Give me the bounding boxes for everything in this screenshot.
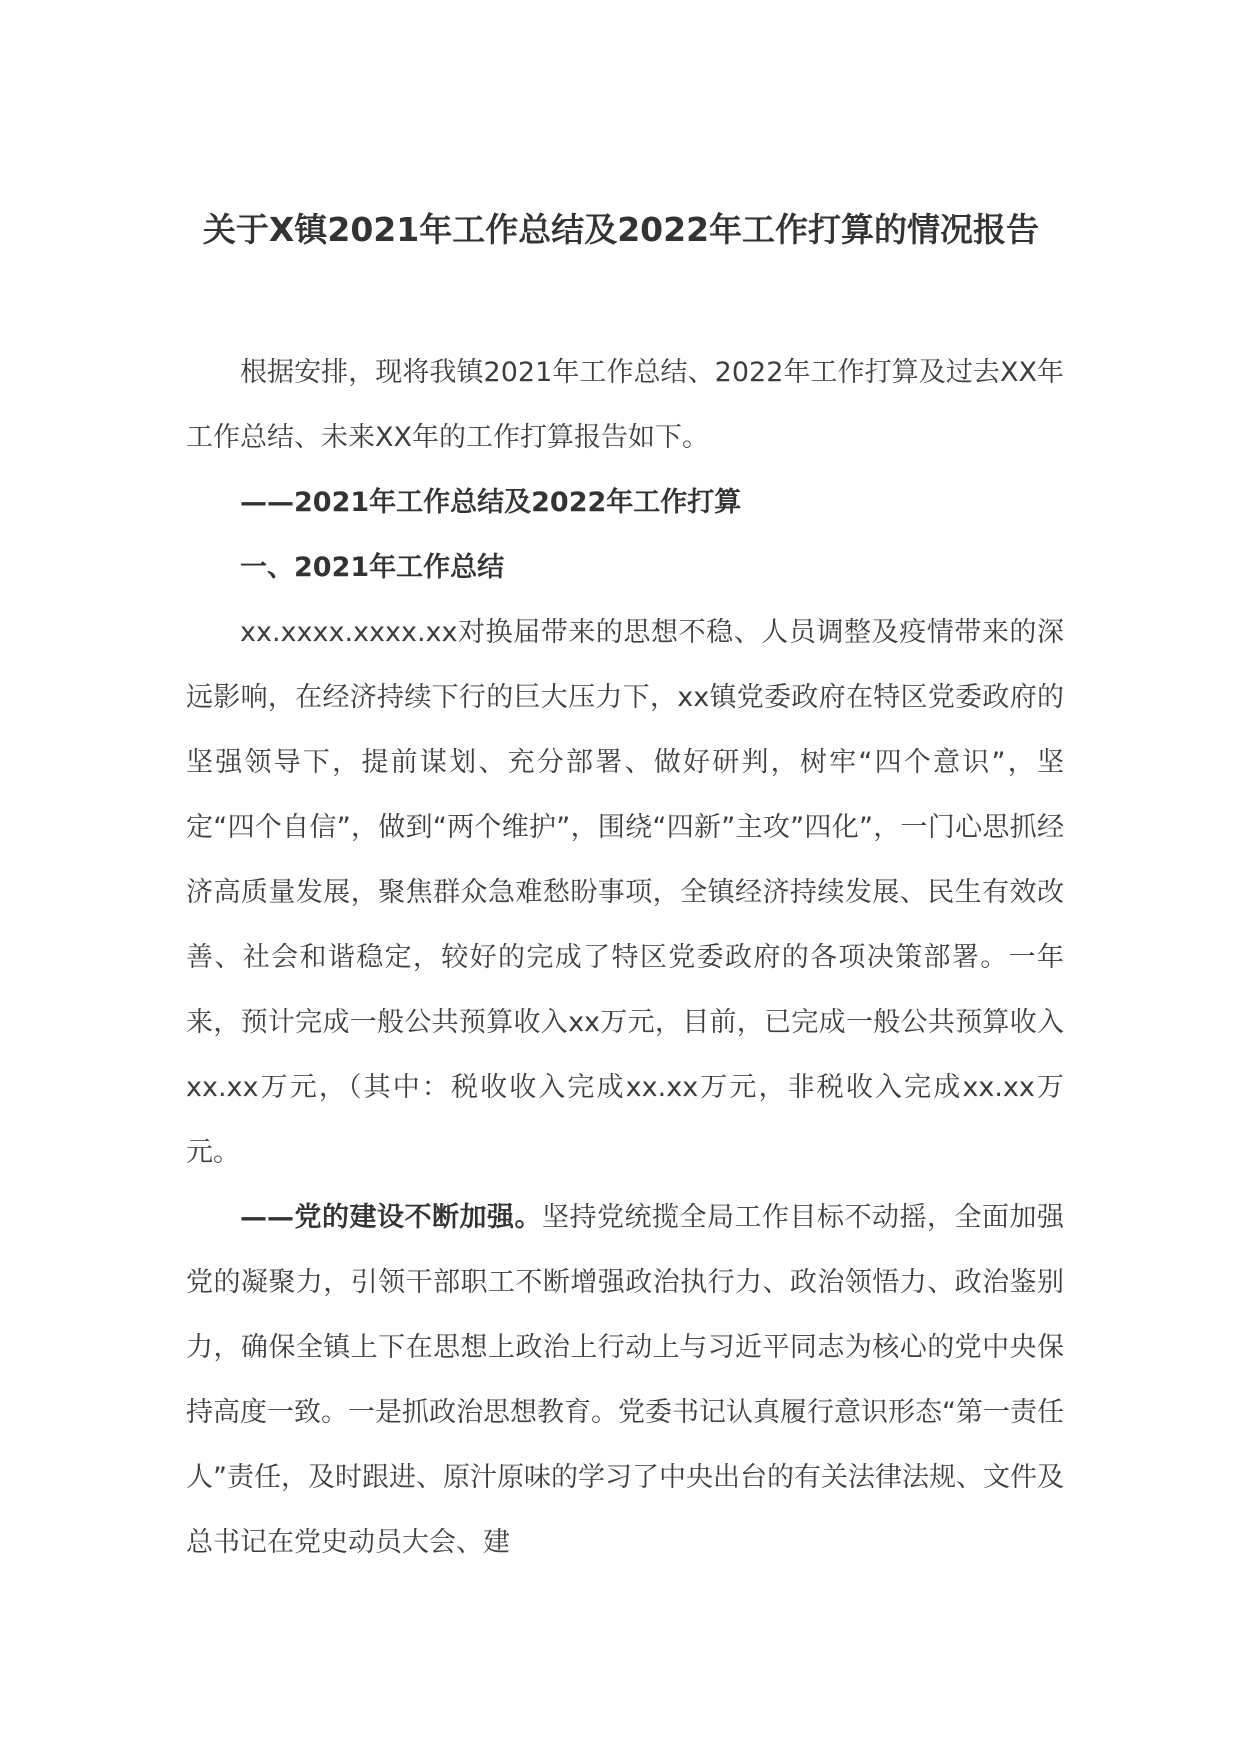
party-building-text: 坚持党统揽全局工作目标不动摇，全面加强党的凝聚力，引领干部职工不断增强政治执行力、政治领悟力、政治鉴别力，确保全镇上下在思想上政治上行动上与习近平同志为核心的党中央保持高度一致。一是抓政治思想教育。党委书记认真履行意识形态“第一责任人”责任，及时跟进、原汁原味的学习了中央出台的有关法律法规、文件及总书记在党史动员大会、建	[186, 1202, 1064, 1558]
document-body	[186, 340, 1064, 1575]
intro-paragraph: 根据安排，现将我镇2021年工作总结、2022年工作打算及过去XX年工作总结、未来XX年的工作打算报告如下。	[186, 357, 1064, 453]
party-building-lead: ——党的建设不断加强。	[240, 1202, 542, 1233]
section-heading-main: ——2021年工作总结及2022年工作打算	[240, 487, 742, 518]
section-heading-one: 一、2021年工作总结	[240, 552, 505, 583]
document-title: 关于X镇2021年工作总结及2022年工作打算的情况报告	[202, 210, 1040, 249]
summary-paragraph: xx.xxxx.xxxx.xx对换届带来的思想不稳、人员调整及疫情带来的深远影响，在经济持续下行的巨大压力下，xx镇党委政府在特区党委政府的坚强领导下，提前谋划、充分部署、做好研判，树牢“四个意识”，坚定“四个自信”，做到“两个维护”，围绕“四新”主攻”四化”，一门心思抓经济高质量发展，聚焦群众急难愁盼事项，全镇经济持续发展、民生有效改善、社会和谐稳定，较好的完成了特区党委政府的各项决策部署。一年来，预计完成一般公共预算收入xx万元，目前，已完成一般公共预算收入xx.xx万元，（其中：税收收入完成xx.xx万元，非税收入完成xx.xx万元。	[186, 617, 1064, 1168]
party-building-paragraph	[186, 1185, 1064, 1575]
